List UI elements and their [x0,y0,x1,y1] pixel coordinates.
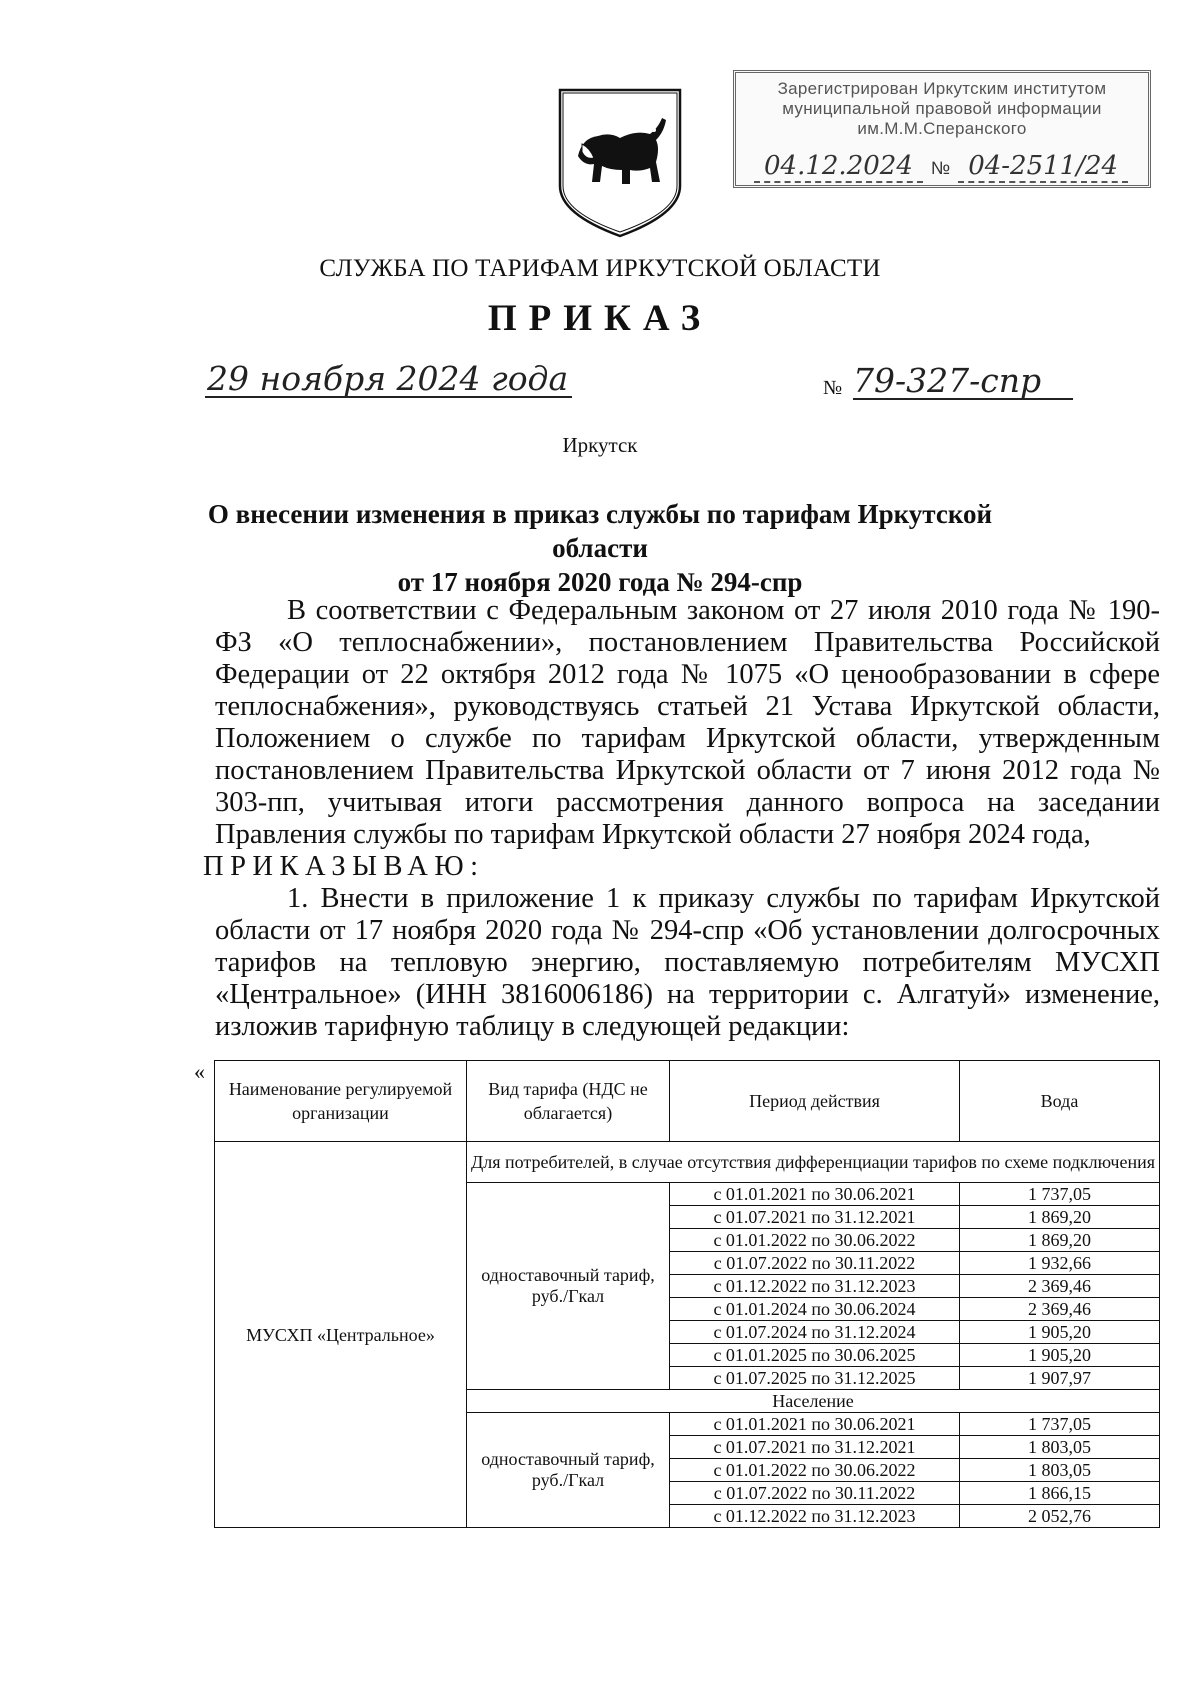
stamp-line-1: Зарегистрирован Иркутским институтом [777,79,1107,98]
period-cell: с 01.07.2022 по 30.11.2022 [670,1482,960,1505]
table-header-row [215,1061,1160,1142]
header-period: Период действия [670,1061,960,1142]
city: Иркутск [562,433,638,457]
preamble-text: В соответствии с Федеральным законом от 27 июля 2010 года № 190-ФЗ «О теплоснабжении», постановлением Правительства Российской Федерации от 22 октября 2012 года № 1075 «О ценообразовании в сфере теплоснабжения», руководствуясь статьей 21 Устава Иркутской области, Положением о службе по тарифам Иркутской области, утвержденным постановлением Правительства Иркутской области от 7 июня 2012 года № 303-пп, учитывая итоги рассмотрения данного вопроса на заседании Правления службы по тарифам Иркутской области 27 ноября 2024 года, [215,595,1160,850]
value-cell: 1 737,05 [960,1183,1160,1206]
value-cell: 2 052,76 [960,1505,1160,1528]
tariff-table [214,1060,1160,1528]
order-number-label: № [823,377,843,399]
period-cell: с 01.07.2024 по 31.12.2024 [670,1321,960,1344]
stamp-line-2: муниципальной правовой информации [782,99,1102,118]
value-cell: 1 866,15 [960,1482,1160,1505]
title-line-1: О внесении изменения в приказ службы по тарифам Иркутской области [207,499,993,563]
order-number: 79-327-спр [853,364,1073,400]
paragraph-preamble [215,595,1160,851]
period-cell: с 01.07.2021 по 31.12.2021 [670,1206,960,1229]
period-cell: с 01.01.2024 по 30.06.2024 [670,1298,960,1321]
period-cell: с 01.01.2025 по 30.06.2025 [670,1344,960,1367]
value-cell: 2 369,46 [960,1275,1160,1298]
document-type: ПРИКАЗ [487,298,713,339]
header-water: Вода [960,1061,1160,1142]
order-word: ПРИКАЗЫВАЮ: [203,851,485,882]
period-cell: с 01.01.2021 по 30.06.2021 [670,1183,960,1206]
irkutsk-coat-of-arms [556,86,684,240]
tariff-type-cell: одноставочный тариф, руб./Гкал [467,1183,670,1390]
value-cell: 1 907,97 [960,1367,1160,1390]
stamp-date: 04.12.2024 [754,151,923,183]
opening-quote: « [194,1059,205,1084]
period-cell: с 01.01.2021 по 30.06.2021 [670,1413,960,1436]
stamp-line-3: им.М.М.Сперанского [857,119,1027,138]
value-cell: 1 905,20 [960,1344,1160,1367]
period-cell: с 01.01.2022 по 30.06.2022 [670,1459,960,1482]
item-1-text: 1. Внести в приложение 1 к приказу службы по тарифам Иркутской области от 17 ноября 2020 года № 294-спр «Об установлении долгосрочных тарифов на тепловую энергию, поставляемую потребителям МУСХП «Центральное» (ИНН 3816006186) на территории с. Алгатуй» изменение, изложив тарифную таблицу в следующей редакции: [215,883,1160,1042]
period-cell: с 01.07.2021 по 31.12.2021 [670,1436,960,1459]
agency-name: СЛУЖБА ПО ТАРИФАМ ИРКУТСКОЙ ОБЛАСТИ [319,255,881,282]
period-cell: с 01.07.2025 по 31.12.2025 [670,1367,960,1390]
value-cell: 1 869,20 [960,1206,1160,1229]
value-cell: 1 905,20 [960,1321,1160,1344]
value-cell: 1 932,66 [960,1252,1160,1275]
tariff-type-cell: одноставочный тариф, руб./Гкал [467,1413,670,1528]
period-cell: с 01.12.2022 по 31.12.2023 [670,1505,960,1528]
value-cell: 1 869,20 [960,1229,1160,1252]
document-title [200,497,1000,599]
value-cell: 1 803,05 [960,1436,1160,1459]
section-row [215,1142,1160,1183]
period-cell: с 01.07.2022 по 30.11.2022 [670,1252,960,1275]
value-cell: 1 803,05 [960,1459,1160,1482]
stamp-registration [754,151,1144,183]
header-org: Наименование регулируемой организации [215,1061,467,1142]
value-cell: 2 369,46 [960,1298,1160,1321]
paragraph-item-1 [215,883,1160,1043]
header-tariff: Вид тарифа (НДС не облагается) [467,1061,670,1142]
value-cell: 1 737,05 [960,1413,1160,1436]
title-line-2: от 17 ноября 2020 года № 294-спр [397,567,803,597]
period-cell: с 01.12.2022 по 31.12.2023 [670,1275,960,1298]
stamp-number: 04-2511/24 [958,151,1128,183]
org-name-cell: МУСХП «Центральное» [215,1142,467,1528]
section-title: Для потребителей, в случае отсутствия дифференциации тарифов по схеме подключения [467,1142,1160,1183]
order-date: 29 ноября 2024 года [205,362,572,398]
stamp-no-sign: № [930,158,951,178]
period-cell: с 01.01.2022 по 30.06.2022 [670,1229,960,1252]
registration-stamp [733,70,1151,188]
section-title: Население [467,1390,1160,1413]
